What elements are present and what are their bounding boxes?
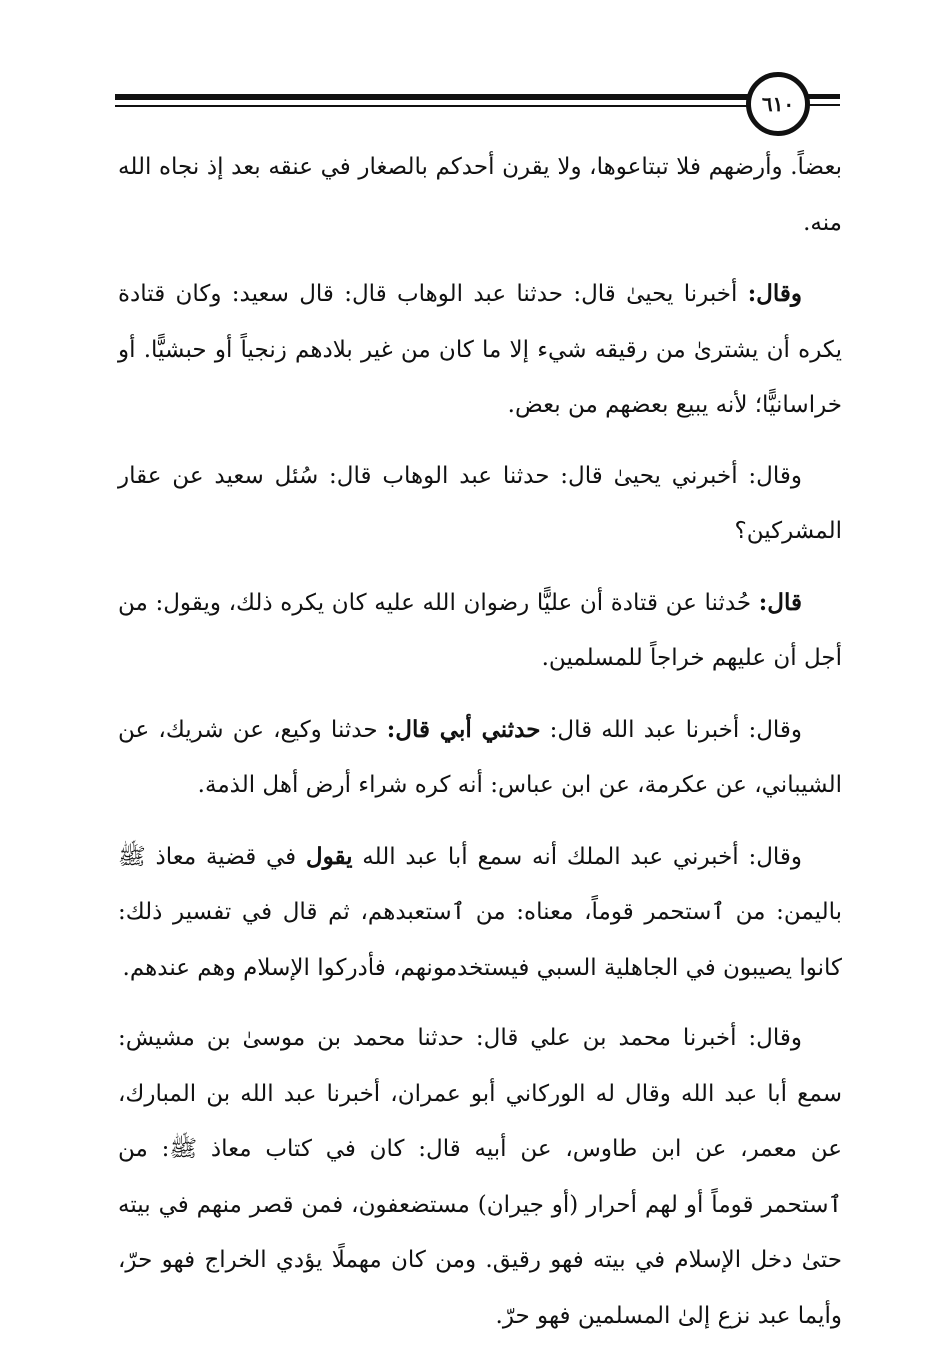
paragraph-4 — [118, 575, 842, 687]
page-header — [115, 68, 840, 130]
paragraph-2-lead: وقال: — [747, 280, 802, 307]
paragraph-2 — [118, 266, 842, 434]
header-rule-right-thin — [805, 104, 840, 106]
paragraph-6-bold: يقول — [305, 842, 353, 870]
body-text — [118, 140, 842, 1359]
paragraph-6-post: في قضية معاذ ﷺ باليمن: من ٱستحمر قوماً، معناه: من ٱستعبدهم، ثم قال في تفسير ذلك: كانوا يصيبون في الجاهلية السبي فيستخدمونهم، فأدركوا الإسلام وهم عندهم. — [118, 843, 842, 981]
paragraph-5-pre: وقال: أخبرنا عبد الله قال: — [549, 716, 803, 743]
paragraph-3 — [118, 449, 842, 560]
header-rule-thick — [115, 94, 751, 100]
paragraph-7 — [118, 1011, 842, 1344]
paragraph-6-pre: وقال: أخبرني عبد الملك أنه سمع أبا عبد الله — [362, 843, 803, 870]
paragraph-1-text: بعضاً. وأرضهم فلا تبتاعوها، ولا يقرن أحدكم بالصغار في عنقه بعد إذ نجاه الله منه. — [118, 154, 842, 236]
paragraph-1 — [118, 140, 842, 251]
paragraph-3-text: وقال: أخبرني يحيىٰ قال: حدثنا عبد الوهاب قال: سُئل سعيد عن عقار المشركين؟ — [118, 462, 842, 544]
header-rule-right-thick — [805, 94, 840, 99]
page-number: ٦١٠ — [746, 72, 810, 136]
paragraph-4-text: حُدثنا عن قتادة أن عليًّا رضوان الله عليه كان يكره ذلك، ويقول: من أجل أن عليهم خراجاً للمسلمين. — [118, 589, 842, 671]
paragraph-2-text: أخبرنا يحيىٰ قال: حدثنا عبد الوهاب قال: قال سعيد: وكان قتادة يكره أن يشترىٰ من رقيقه شيء إلا ما كان من غير بلادهم زنجياً أو حبشيًّا. أو خراسانيًّا؛ لأنه يبيع بعضهم من بعض. — [118, 281, 842, 418]
paragraph-5-post: حدثنا وكيع، عن شريك، عن الشيباني، عن عكرمة، عن ابن عباس: أنه كره شراء أرض أهل الذمة. — [118, 716, 842, 798]
paragraph-4-lead: قال: — [758, 588, 802, 616]
paragraph-7-text: وقال: أخبرنا محمد بن علي قال: حدثنا محمد بن موسىٰ بن مشيش: سمع أبا عبد الله وقال له الوركاني أبو عمران، أخبرنا عبد الله بن المبارك، عن معمر، عن ابن طاوس، عن أبيه قال: كان في كتاب معاذ ﷺ: من ٱستحمر قوماً أو لهم أحرار (أو جيران) مستضعفون، فمن قصر منهم في بيته حتىٰ دخل الإسلام في بيته فهو رقيق. ومن كان مهملًا يؤدي الخراج فهو حرّ، وأيما عبد نزع إلىٰ المسلمين فهو حرّ. — [118, 1025, 842, 1329]
paragraph-6 — [118, 829, 842, 997]
header-rule-thin — [115, 105, 751, 107]
paragraph-5 — [118, 702, 842, 814]
paragraph-5-bold: حدثني أبي قال: — [386, 715, 541, 743]
